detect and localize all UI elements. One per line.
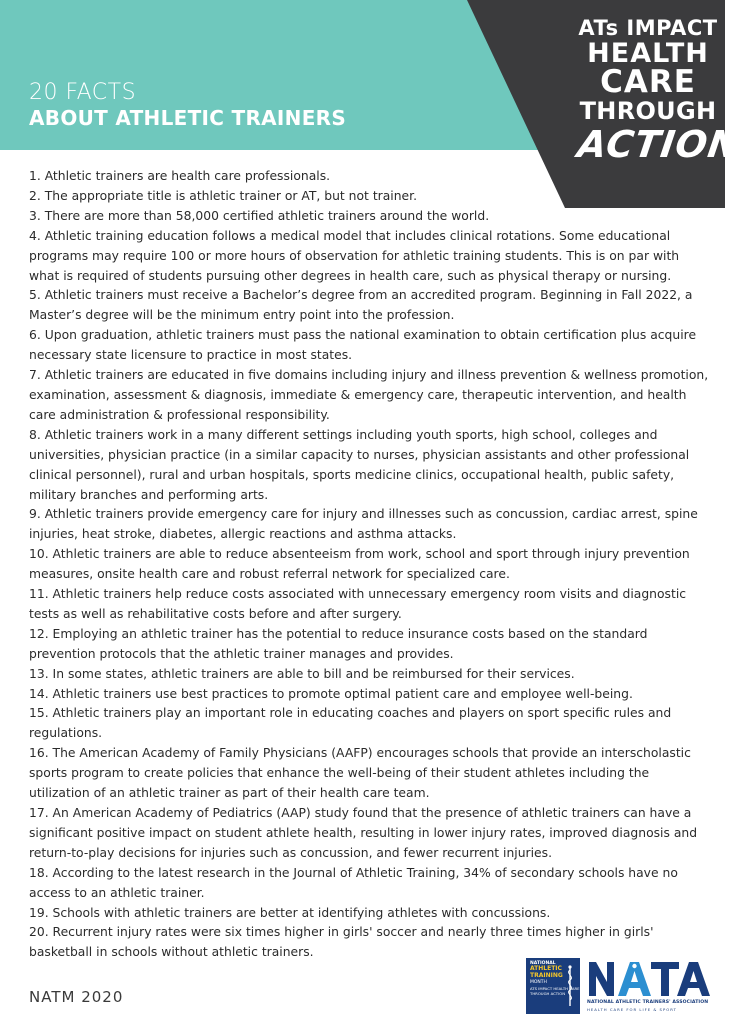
fact-item: 3. There are more than 58,000 certified athletic trainers around the world. bbox=[29, 208, 490, 223]
fact-item: 14. Athletic trainers use best practices to promote optimal patient care and employee well-being. bbox=[29, 686, 633, 701]
month-logo-line2: ATHLETIC bbox=[530, 965, 562, 973]
fact-item: 7. Athletic trainers are educated in five domains including injury and illness prevention & wellness promotion, examination, assessment & diagnosis, immediate & emergency care, therapeutic intervention, and health care administration & professional responsibility. bbox=[29, 368, 709, 422]
page-title-line1: 20 FACTS bbox=[29, 80, 137, 105]
fact-item: 17. An American Academy of Pediatrics (AAP) study found that the presence of athletic trainers can have a significant positive impact on student athlete health, resulting in lower injury rates, improved diagnosis and return-to-play decisions for injuries such as concussion, and fewer recurrent injuries. bbox=[29, 806, 698, 860]
badge-line4: THROUGH bbox=[579, 97, 717, 125]
campaign-badge bbox=[574, 16, 743, 166]
badge-line3: CARE bbox=[600, 64, 696, 100]
fact-item: 2. The appropriate title is athletic trainer or AT, but not trainer. bbox=[29, 188, 418, 203]
caduceus-icon bbox=[564, 964, 576, 1008]
month-logo-line3: TRAINING bbox=[530, 971, 563, 979]
fact-item: 5. Athletic trainers must receive a Bachelor’s degree from an accredited program. Beginning in Fall 2022, a Master’s degree will be the minimum entry point into the profession. bbox=[29, 288, 693, 323]
page-title-line2: ABOUT ATHLETIC TRAINERS bbox=[29, 106, 347, 130]
fact-item: 19. Schools with athletic trainers are better at identifying athletes with concussions. bbox=[29, 905, 551, 920]
fact-item: 13. In some states, athletic trainers are able to bill and be reimbursed for their services. bbox=[29, 666, 575, 681]
fact-item: 20. Recurrent injury rates were six times higher in girls' soccer and nearly three times higher in girls' basketball in schools without athletic trainers. bbox=[29, 925, 654, 960]
athletic-training-month-logo bbox=[526, 958, 580, 1014]
fact-item: 9. Athletic trainers provide emergency care for injury and illnesses such as concussion, cardiac arrest, spine injuries, heat stroke, diabetes, allergic reactions and asthma attacks. bbox=[29, 507, 698, 542]
month-logo-line4: MONTH bbox=[530, 980, 547, 986]
nata-logo-icon bbox=[585, 958, 711, 998]
fact-item: 16. The American Academy of Family Physicians (AAFP) encourages schools that provide an interscholastic sports program to create policies that enhance the well-being of their student athletes including the utilization of an athletic trainer as part of their health care team. bbox=[29, 746, 691, 801]
nata-logo bbox=[585, 958, 711, 1014]
fact-item: 12. Employing an athletic trainer has the potential to reduce insurance costs based on the standard prevention protocols that the athletic trainer manages and provides. bbox=[29, 626, 648, 661]
month-logo-line5: ATS IMPACT HEALTH CARE THROUGH ACTION bbox=[530, 986, 580, 996]
badge-line2: HEALTH bbox=[587, 38, 709, 69]
fact-item: 15. Athletic trainers play an important role in educating coaches and players on sport specific rules and regulations. bbox=[29, 706, 672, 741]
fact-item: 10. Athletic trainers are able to reduce absenteeism from work, school and sport through injury prevention measures, onsite health care and robust referral network for specialized care. bbox=[29, 547, 690, 582]
badge-line1: ATs IMPACT bbox=[578, 16, 718, 40]
badge-line5: ACTION bbox=[574, 123, 743, 166]
facts-list bbox=[29, 167, 709, 963]
fact-item: 8. Athletic trainers work in a many different settings including youth sports, high school, colleges and universities, physician practice (in a similar capacity to nurses, physician assistants and other professional clinical personnel), rural and urban hospitals, sports medicine clinics, occupational health, public safety, military branches and performing arts. bbox=[29, 427, 690, 502]
fact-item: 11. Athletic trainers help reduce costs associated with unnecessary emergency room visits and diagnostic tests as well as rehabilitative costs before and after surgery. bbox=[29, 587, 687, 621]
nata-logo-tagline: HEALTH CARE FOR LIFE & SPORT bbox=[587, 1007, 677, 1012]
month-logo-line1: NATIONAL bbox=[530, 961, 556, 966]
fact-item: 1. Athletic trainers are health care professionals. bbox=[29, 169, 331, 183]
fact-item: 4. Athletic training education follows a medical model that includes clinical rotations. Some educational programs may require 100 or more hours of observation for athletic training students. This is on par with what is required of students pursuing other degrees in health care, such as physical therapy or nursing. bbox=[29, 228, 680, 283]
footer-label: NATM 2020 bbox=[29, 988, 124, 1006]
nata-logo-name: NATIONAL ATHLETIC TRAINERS' ASSOCIATION bbox=[587, 1000, 709, 1005]
fact-item: 6. Upon graduation, athletic trainers must pass the national examination to obtain certification plus acquire necessary state licensure to practice in most states. bbox=[29, 328, 697, 363]
fact-item: 18. According to the latest research in the Journal of Athletic Training, 34% of secondary schools have no access to an athletic trainer. bbox=[29, 865, 678, 900]
